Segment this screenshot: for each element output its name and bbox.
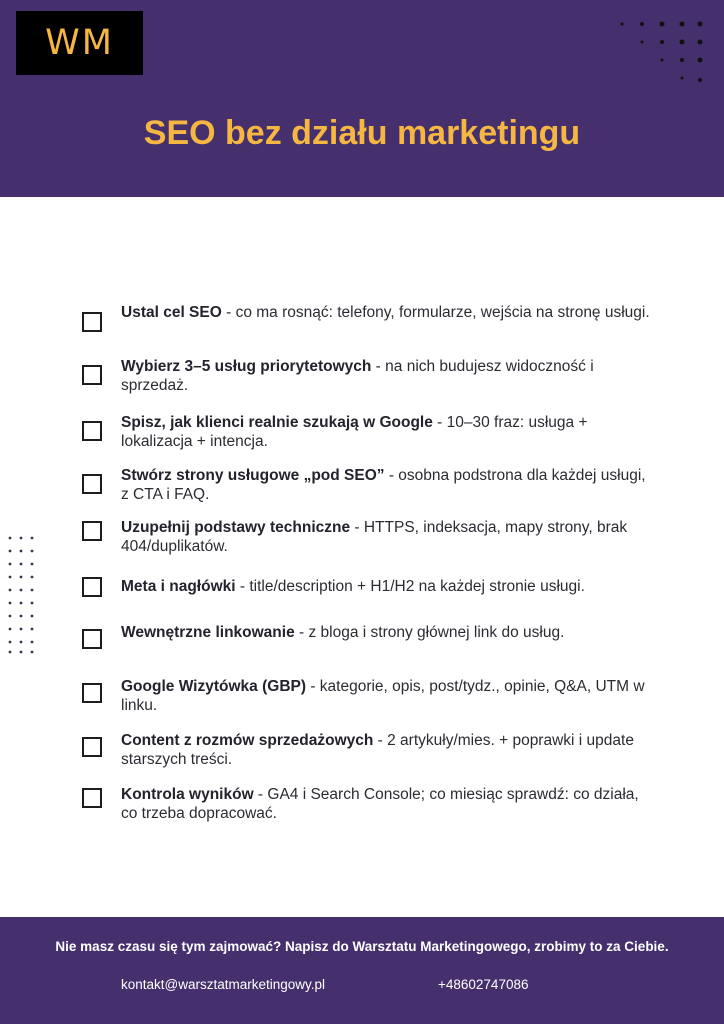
checkbox[interactable] — [82, 312, 102, 332]
checkbox[interactable] — [82, 577, 102, 597]
checklist-item-text: Content z rozmów sprzedażowych - 2 artykuły/mies. + poprawki i update starszych treści. — [121, 732, 634, 768]
checkbox[interactable] — [82, 683, 102, 703]
decorative-dots-icon — [616, 18, 706, 90]
checklist-item-text: Stwórz strony usługowe „pod SEO” - osobna podstrona dla każdej usługi, z CTA i FAQ. — [121, 467, 646, 503]
checklist-item-text: Wewnętrzne linkowanie - z bloga i strony głównej link do usług. — [121, 624, 565, 641]
checklist-item-text: Google Wizytówka (GBP) - kategorie, opis, post/tydz., opinie, Q&A, UTM w linku. — [121, 678, 645, 714]
checkbox[interactable] — [82, 365, 102, 385]
header-banner — [0, 0, 724, 197]
checklist-item-text: Kontrola wyników - GA4 i Search Console; co miesiąc sprawdź: co działa, co trzeba dopracować. — [121, 786, 639, 822]
checklist-item-text: Ustal cel SEO - co ma rosnąć: telefony, formularze, wejścia na stronę usługi. — [121, 304, 650, 321]
page-title: SEO bez działu marketingu — [143, 114, 581, 152]
checklist-item-text: Uzupełnij podstawy techniczne - HTTPS, indeksacja, mapy strony, brak 404/duplikatów. — [121, 519, 628, 555]
checklist-item-text: Spisz, jak klienci realnie szukają w Google - 10–30 fraz: usługa + lokalizacja + intencja. — [121, 414, 588, 450]
checkbox[interactable] — [82, 421, 102, 441]
checkbox[interactable] — [82, 737, 102, 757]
contact-phone-link[interactable]: +48602747086 — [438, 977, 529, 992]
logo: WM — [16, 11, 143, 75]
footer-banner — [0, 917, 724, 1024]
decorative-dots-icon — [6, 534, 36, 656]
footer-cta: Nie masz czasu się tym zajmować? Napisz do Warsztatu Marketingowego, zrobimy to za Ciebie. — [55, 939, 669, 954]
checklist-item-text: Wybierz 3–5 usług priorytetowych - na nich budujesz widoczność i sprzedaż. — [121, 358, 594, 394]
checkbox[interactable] — [82, 474, 102, 494]
contact-email-link[interactable]: kontakt@warsztatmarketingowy.pl — [121, 977, 326, 992]
checklist-item-text: Meta i nagłówki - title/description + H1/H2 na każdej stronie usługi. — [121, 578, 585, 595]
checkbox[interactable] — [82, 521, 102, 541]
checkbox[interactable] — [82, 629, 102, 649]
checkbox[interactable] — [82, 788, 102, 808]
